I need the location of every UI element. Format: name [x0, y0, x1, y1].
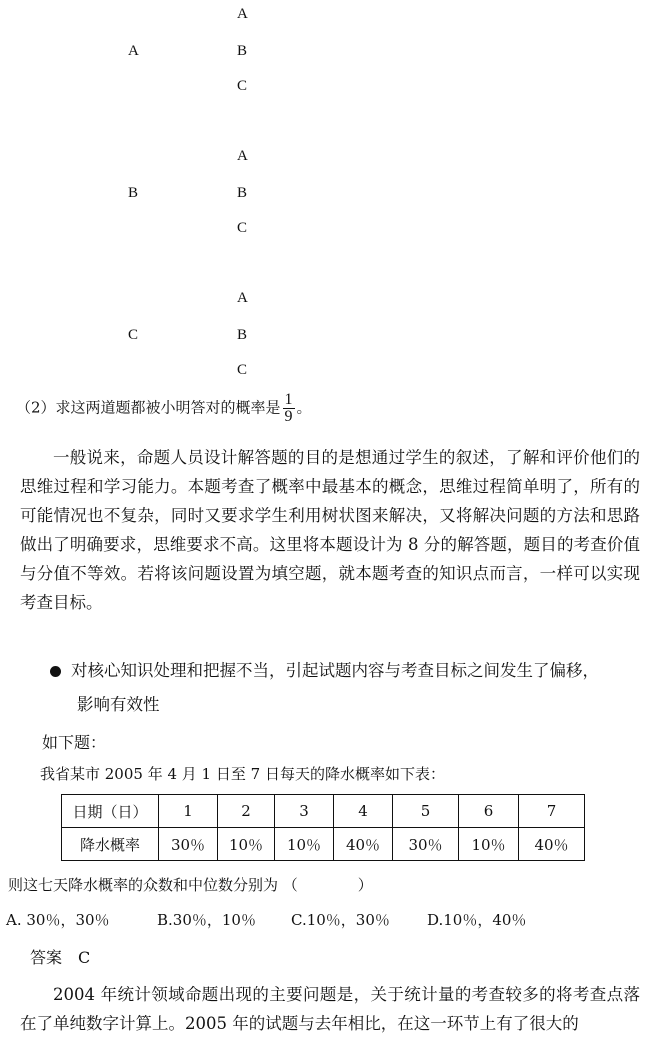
- table-row-dates: [62, 795, 585, 828]
- tree-node-a1: A: [237, 6, 248, 22]
- answer: 答案 C: [30, 948, 91, 967]
- fraction: [283, 392, 295, 425]
- question-2-text: （2）求这两道题都被小明答对的概率是: [16, 398, 281, 417]
- tree-root-a: A: [128, 43, 139, 59]
- table-cell-day: 3: [275, 795, 334, 828]
- table-cell-prob: 40％: [334, 828, 393, 861]
- tree-node-b2: B: [237, 185, 248, 201]
- option-b: B.30％，10％: [157, 911, 256, 929]
- table-cell-day: 6: [459, 795, 519, 828]
- option-a: A. 30％，30％: [6, 911, 110, 929]
- table-cell-prob: 10％: [218, 828, 275, 861]
- bullet-dot-icon: [50, 666, 61, 677]
- mc-question: 则这七天降水概率的众数和中位数分别为 （ ）: [8, 876, 373, 894]
- tree-node-c3: C: [237, 362, 248, 378]
- problem-intro: 我省某市 2005 年 4 月 1 日至 7 日每天的降水概率如下表：: [40, 765, 445, 783]
- bullet-line-2: 影响有效性: [77, 695, 160, 714]
- table-header-probability: 降水概率: [62, 828, 159, 861]
- tree-node-a2: B: [237, 43, 248, 59]
- table-cell-day: 7: [519, 795, 585, 828]
- question-2: [16, 392, 312, 425]
- paragraph-analysis: 一般说来，命题人员设计解答题的目的是想通过学生的叙述，了解和评价他们的思维过程和学习能力。本题考查了概率中最基本的概念，思维过程简单明了，所有的可能情况也不复杂，同时又要求学生利用树状图来解决，又将解决问题的方法和思路做出了明确要求，思维要求不高。这里将本题设计为 8 分的解答题，题目的考查价值与分值不等效。若将该问题设置为填空题，就本题考查的知识点而言，一样可以实现考查目标。: [20, 448, 640, 612]
- tree-diagram: [0, 0, 650, 385]
- tree-root-c: C: [128, 327, 139, 343]
- tree-node-c2: B: [237, 327, 248, 343]
- question-2-end: 。: [296, 398, 312, 417]
- tree-node-a3: C: [237, 78, 248, 94]
- table-cell-day: 2: [218, 795, 275, 828]
- table-cell-day: 5: [393, 795, 459, 828]
- table-cell-prob: 10％: [275, 828, 334, 861]
- table-header-date: 日期（日）: [62, 795, 159, 828]
- rain-probability-table: [61, 794, 585, 861]
- bullet-line-2-wrapper: [77, 691, 160, 715]
- table-cell-prob: 40％: [519, 828, 585, 861]
- option-c: C.10％，30％: [291, 911, 390, 929]
- table-cell-prob: 30％: [393, 828, 459, 861]
- tree-node-b1: A: [237, 148, 248, 164]
- table-cell-prob: 10％: [459, 828, 519, 861]
- table-cell-day: 1: [159, 795, 218, 828]
- table-cell-day: 4: [334, 795, 393, 828]
- bullet-line-1: 对核心知识处理和把握不当，引起试题内容与考查目标之间发生了偏移，: [71, 661, 599, 680]
- fraction-denominator: 9: [284, 408, 293, 425]
- option-d: D.10％，40％: [427, 911, 527, 929]
- example-label: 如下题：: [42, 733, 107, 752]
- table-row-probabilities: [62, 828, 585, 861]
- paragraph-statistics: 2004 年统计领域命题出现的主要问题是，关于统计量的考查较多的将考查点落在了单纯数字计算上。2005 年的试题与去年相比，在这一环节上有了很大的: [20, 985, 640, 1033]
- fraction-numerator: 1: [284, 391, 293, 408]
- tree-node-c1: A: [237, 290, 248, 306]
- table-cell-prob: 30％: [159, 828, 218, 861]
- bullet-point: [50, 657, 599, 681]
- tree-root-b: B: [128, 185, 139, 201]
- tree-node-b3: C: [237, 220, 248, 236]
